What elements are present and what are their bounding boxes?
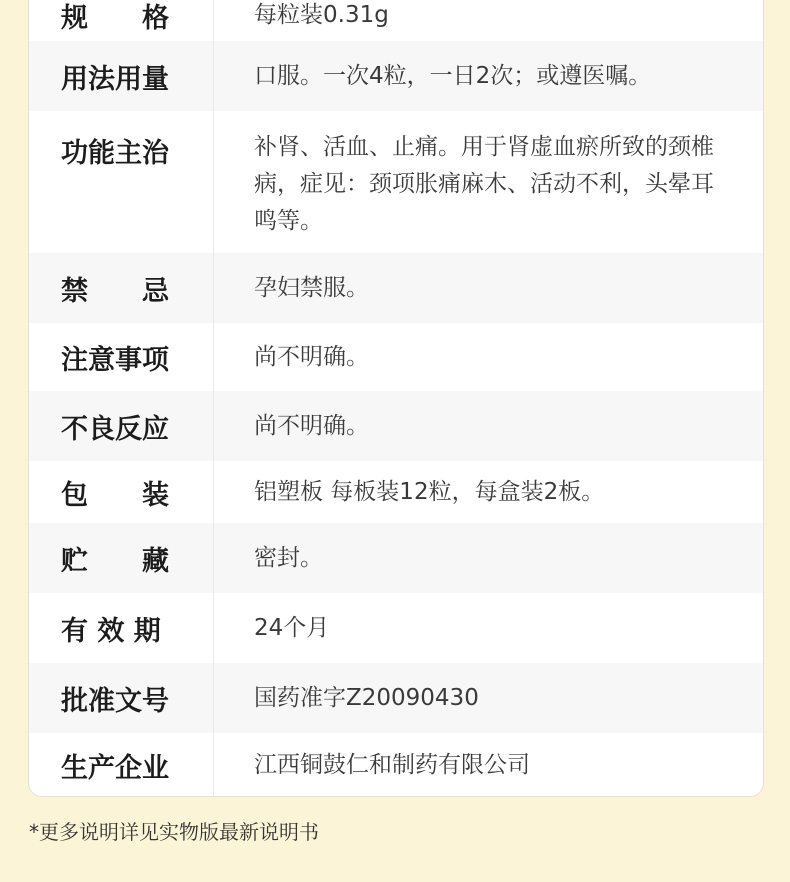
row-precautions xyxy=(29,323,764,391)
row-packaging xyxy=(29,461,764,523)
row-value: 每粒装0.31g xyxy=(254,1,389,28)
row-value: 24个月 xyxy=(254,614,330,641)
row-label: 规 格 xyxy=(29,0,214,41)
row-value: 尚不明确。 xyxy=(254,412,369,439)
row-label: 有 效 期 xyxy=(29,593,214,663)
row-shelf-life xyxy=(29,593,764,663)
row-label: 批准文号 xyxy=(29,663,214,733)
row-indications xyxy=(29,111,764,253)
row-label: 功能主治 xyxy=(29,111,214,253)
row-manufacturer xyxy=(29,733,764,797)
row-label: 禁 忌 xyxy=(29,253,214,323)
row-dosage xyxy=(29,41,764,111)
footnote: *更多说明详见实物版最新说明书 xyxy=(29,820,319,844)
row-label: 贮 藏 xyxy=(29,523,214,593)
row-label: 包 装 xyxy=(29,461,214,523)
row-value: 江西铜鼓仁和制药有限公司 xyxy=(254,752,530,778)
row-label: 注意事项 xyxy=(29,323,214,391)
instructions-table xyxy=(28,0,764,797)
row-specification xyxy=(29,0,764,41)
row-value: 补肾、活血、止痛。用于肾虚血瘀所致的颈椎病，症见：颈项胀痛麻木、活动不利，头晕耳鸣等。 xyxy=(254,134,714,234)
row-contraindications xyxy=(29,253,764,323)
row-value: 尚不明确。 xyxy=(254,343,369,370)
row-value: 密封。 xyxy=(254,544,323,571)
row-label: 用法用量 xyxy=(29,41,214,111)
row-approval-number xyxy=(29,663,764,733)
row-value: 孕妇禁服。 xyxy=(254,274,369,301)
row-value: 铝塑板 每板装12粒，每盒装2板。 xyxy=(254,478,605,505)
row-adverse-reactions xyxy=(29,391,764,461)
row-value: 国药准字Z20090430 xyxy=(254,684,479,711)
row-value: 口服。一次4粒，一日2次；或遵医嘱。 xyxy=(254,62,652,89)
row-label: 生产企业 xyxy=(29,733,214,797)
row-storage xyxy=(29,523,764,593)
row-label: 不良反应 xyxy=(29,391,214,461)
